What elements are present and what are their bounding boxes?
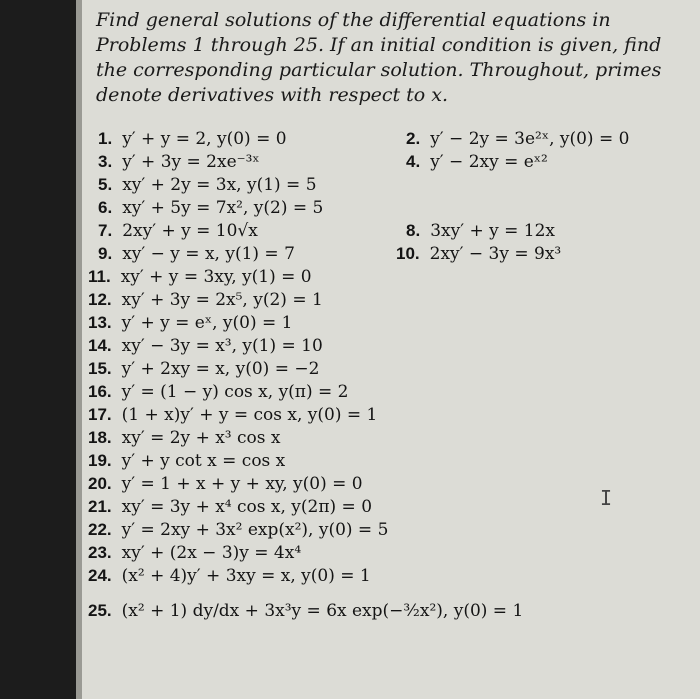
problem-6: 6. xy′ + 5y = 7x², y(2) = 5 <box>98 198 324 218</box>
problem-4: 4. y′ − 2xy = eˣ² <box>406 152 548 172</box>
problem-17: 17. (1 + x)y′ + y = cos x, y(0) = 1 <box>88 405 378 425</box>
problem-13: 13. y′ + y = eˣ, y(0) = 1 <box>88 313 293 333</box>
problem-23: 23. xy′ + (2x − 3)y = 4x⁴ <box>88 543 302 563</box>
problem-12: 12. xy′ + 3y = 2x⁵, y(2) = 1 <box>88 290 323 310</box>
problem-1: 1. y′ + y = 2, y(0) = 0 <box>98 129 287 149</box>
problem-25: 25. (x² + 1) dy/dx + 3x³y = 6x exp(−³⁄₂x²), y(0) = 1 <box>88 601 524 621</box>
page-shadow <box>76 0 82 699</box>
problem-7: 7. 2xy′ + y = 10√x <box>98 221 258 241</box>
text-cursor-icon: I <box>600 486 613 510</box>
problem-19: 19. y′ + y cot x = cos x <box>88 451 286 471</box>
problem-16: 16. y′ = (1 − y) cos x, y(π) = 2 <box>88 382 349 402</box>
problem-5: 5. xy′ + 2y = 3x, y(1) = 5 <box>98 175 317 195</box>
problem-8: 8. 3xy′ + y = 12x <box>406 221 555 241</box>
problem-21: 21. xy′ = 3y + x⁴ cos x, y(2π) = 0 <box>88 497 373 517</box>
problem-15: 15. y′ + 2xy = x, y(0) = −2 <box>88 359 320 379</box>
textbook-page <box>76 0 700 699</box>
problem-24: 24. (x² + 4)y′ + 3xy = x, y(0) = 1 <box>88 566 371 586</box>
problem-9: 9. xy′ − y = x, y(1) = 7 <box>98 244 295 264</box>
problem-22: 22. y′ = 2xy + 3x² exp(x²), y(0) = 5 <box>88 520 389 540</box>
problem-11: 11. xy′ + y = 3xy, y(1) = 0 <box>88 267 312 287</box>
problem-2: 2. y′ − 2y = 3e²ˣ, y(0) = 0 <box>406 129 630 149</box>
problem-10: 10. 2xy′ − 3y = 9x³ <box>396 244 562 264</box>
problem-18: 18. xy′ = 2y + x³ cos x <box>88 428 281 448</box>
problem-3: 3. y′ + 3y = 2xe⁻³ˣ <box>98 152 260 172</box>
problem-14: 14. xy′ − 3y = x³, y(1) = 10 <box>88 336 323 356</box>
problem-20: 20. y′ = 1 + x + y + xy, y(0) = 0 <box>88 474 363 494</box>
instructions-paragraph: Find general solutions of the differential equations in Problems 1 through 25. If an initial condition is given, find the corresponding particular solution. Throughout, primes denote derivatives with respect to x. <box>96 9 662 106</box>
